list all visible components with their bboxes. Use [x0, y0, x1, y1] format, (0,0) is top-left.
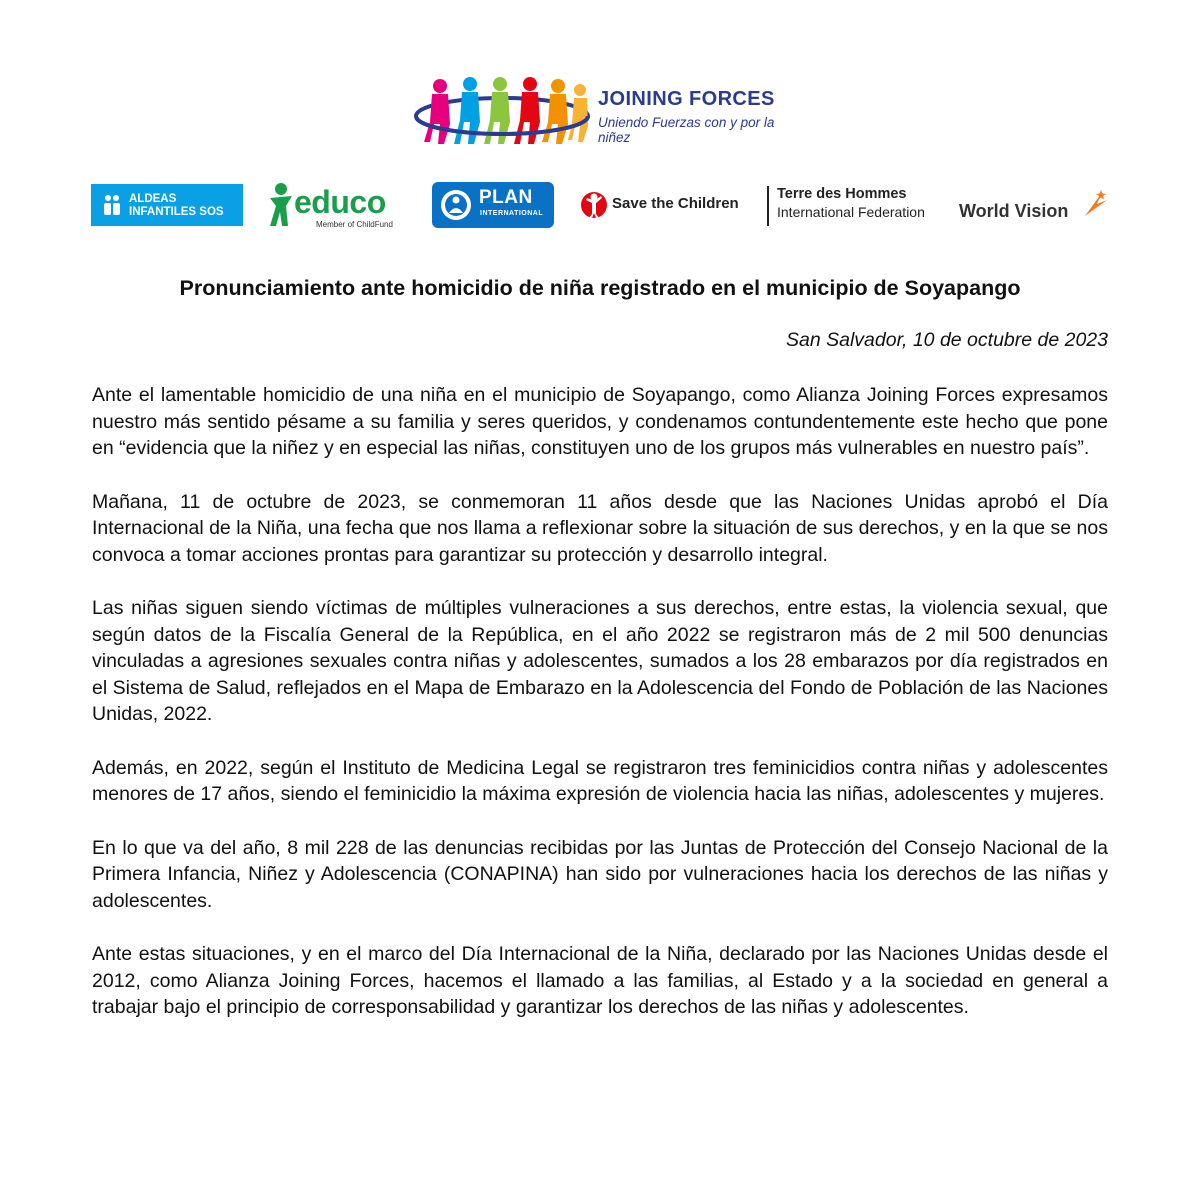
paragraph-4: Además, en 2022, según el Instituto de Medicina Legal se registraron tres feminicidios contra niñas y adolescentes menores de 17 años, siendo el feminicidio la máxima expresión de violencia hacia las niñas, adolescentes y mujeres. [92, 756, 1108, 805]
document-date: San Salvador, 10 de octubre de 2023 [786, 329, 1108, 351]
educo-logo [268, 180, 413, 232]
aldeas-infantiles-sos-logo [91, 184, 243, 226]
paragraph-3: Las niñas siguen siendo víctimas de múltiples vulneraciones a sus derechos, entre estas, la violencia sexual, que según datos de la Fiscalía General de la República, en el año 2022 se registraron más de 2 mil 500 denuncias vinculadas a agresiones sexuales contra niñas y adolescentes, sumados a los 28 embarazos por día registrados en el Sistema de Salud, reflejados en el Mapa de Embarazo en la Adolescencia del Fondo de Población de las Naciones Unidas, 2022. [92, 597, 1108, 725]
sos-line1: ALDEAS [129, 193, 177, 205]
plan-international-logo [432, 182, 554, 228]
paragraph-6: Ante estas situaciones, y en el marco del Día Internacional de la Niña, declarado por las Naciones Unidas desde el 2012, como Alianza Joining Forces, hacemos el llamado a las familias, al Estado y a la sociedad en general a trabajar bajo el principio de corresponsabilidad y garantizar los derechos de las niñas y adolescentes. [92, 943, 1108, 1018]
plan-wordmark: PLAN [479, 187, 533, 208]
document-title: Pronunciamiento ante homicidio de niña registrado en el municipio de Soyapango [179, 276, 1021, 300]
educo-wordmark: educo [294, 184, 386, 220]
terre-des-hommes-logo [767, 186, 952, 226]
brand-tagline: Uniendo Fuerzas con y por la niñez [598, 115, 775, 145]
educo-figure-icon [268, 182, 294, 228]
save-the-children-figure-icon [580, 188, 608, 222]
paragraph-5: En lo que va del año, 8 mil 228 de las denuncias recibidas por las Juntas de Protección del Consejo Nacional de la Primera Infancia, Niñez y Adolescencia (CONAPINA) han sido por vulneraciones hacia los derechos de las niñas y adolescentes. [92, 836, 1108, 912]
sos-children-icon [101, 193, 123, 217]
tdh-line2: International Federation [777, 204, 925, 220]
joining-forces-figures-icon [412, 74, 592, 154]
paragraph-2: Mañana, 11 de octubre de 2023, se conmemoran 11 años desde que las Naciones Unidas aprobó el Día Internacional de la Niña, una fecha que nos llama a reflexionar sobre la situación de sus derechos, y en la que se nos convoca a tomar acciones prontas para garantizar su protección y desarrollo integral. [92, 490, 1108, 566]
educo-subtitle: Member of ChildFund [316, 220, 393, 229]
sos-line2: INFANTILES SOS [129, 206, 224, 218]
plan-globe-icon [440, 189, 472, 221]
partner-logos [0, 180, 1200, 240]
paragraph-1: Ante el lamentable homicidio de una niña en el municipio de Soyapango, como Alianza Joining Forces expresamos nuestro más sentido pésame a su familia y seres queridos, y condenamos contundentemente este hecho que pone en “evidencia que la niñez y en especial las niñas, constituyen uno de los grupos más vulnerables en nuestro país”. [92, 384, 1108, 459]
save-the-children-wordmark: Save the Children [612, 195, 739, 212]
world-vision-star-icon [1083, 188, 1109, 218]
brand-title: JOINING FORCES [598, 88, 775, 110]
document-body [92, 382, 1108, 1048]
world-vision-logo [959, 188, 1109, 228]
plan-subtitle: INTERNATIONAL [480, 210, 544, 217]
tdh-line1: Terre des Hommes [777, 186, 907, 202]
world-vision-wordmark: World Vision [959, 201, 1069, 221]
save-the-children-logo [580, 188, 750, 224]
joining-forces-logo [412, 74, 792, 154]
